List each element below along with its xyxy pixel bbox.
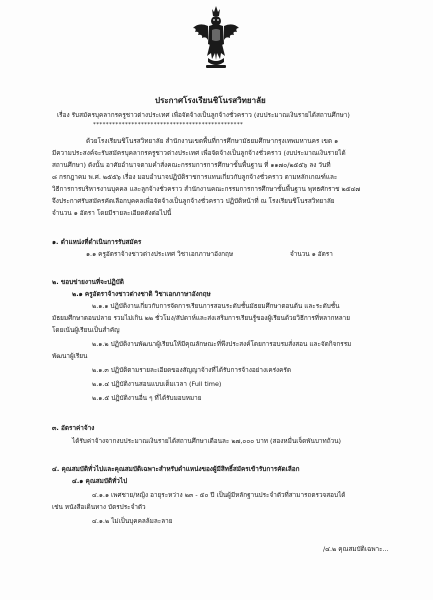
document-subject: เรื่อง รับสมัครบุคลากรครูชาวต่างประเทศ เพื่อจัดจ้างเป็นลูกจ้างชั่วคราว (งบประมาณเงินรายได้สถานศึกษา) — [57, 111, 350, 119]
section-4-heading: ๔. คุณสมบัติทั่วไปและคุณสมบัติเฉพาะสำหรับตำแหน่งของผู้มีสิทธิ์สมัครเข้ารับการคัดเลือก — [52, 465, 300, 473]
section-3-text: ได้รับค่าจ้างจากงบประมาณเงินรายได้สถานศึกษาเดือนละ ๒๗,๐๐๐ บาท (สองหมื่นเจ็ดพันบาทถ้วน) — [72, 437, 342, 445]
section-4-subheading: ๔.๑ คุณสมบัติทั่วไป — [72, 477, 128, 485]
document-title: ประกาศโรงเรียนชิโนรสวิทยาลัย — [155, 96, 266, 105]
garuda-emblem-icon — [191, 4, 241, 74]
section-2-line: ๒.๑.๓ ปฏิบัติตามรายละเอียดของสัญญาจ้างที่ได้รับการจ้างอย่างเคร่งครัด — [92, 366, 291, 374]
section-2-line: ๒.๑.๒ ปฏิบัติงานพัฒนาผู้เรียนให้มีคุณลักษณะที่พึงประสงค์โดยการอบรมสั่งสอน และจัดกิจกรรม — [92, 340, 352, 348]
section-1-item: ๑.๑ ครูอัตราจ้างชาวต่างประเทศ วิชาเอกภาษาอังกฤษ — [86, 250, 234, 258]
section-2-line: พัฒนาผู้เรียน — [52, 352, 88, 360]
intro-line: จำนวน ๑ อัตรา โดยมีรายละเอียดดังต่อไปนี้ — [52, 209, 172, 217]
intro-line: จึงประกาศรับสมัครคัดเลือกบุคคลเพื่อจัดจ้างเป็นลูกจ้างชั่วคราว ปฏิบัติหน้าที่ ณ โรงเรียนชิโนรสวิทยาลัย — [52, 197, 335, 205]
section-4-line: ๔.๑.๑ เพศชาย/หญิง อายุระหว่าง ๒๓ - ๕๐ ปี เป็นผู้มีหลักฐานประจำตัวที่สามารถตรวจสอบได้ — [92, 491, 346, 499]
section-2-line: มัธยมศึกษาตอนปลาย รวมไม่เกิน ๒๒ ชั่วโมง/สัปดาห์และส่งเสริมการเรียนรู้ของผู้เรียนด้วยวิธีการที่หลากหลาย — [52, 314, 351, 322]
intro-line: สถานศึกษา) ดังนั้น อาศัยอำนาจตามคำสั่งคณะกรรมการการศึกษาขั้นพื้นฐาน ที่ ๑๑๗๐/๒๕๕๖ ลง วันที่ — [52, 161, 331, 169]
section-4-line: ๔.๑.๒ ไม่เป็นบุคคลล้มละลาย — [92, 517, 173, 525]
section-2-heading: ๒. ขอบข่ายงานที่จะปฏิบัติ — [52, 278, 124, 286]
section-2-line: โดยเน้นผู้เรียนเป็นสำคัญ — [52, 326, 120, 334]
section-1-count: จำนวน ๑ อัตรา — [290, 250, 333, 258]
section-2-line: ๒.๑.๔ ปฏิบัติงานสอนแบบเต็มเวลา (Full time) — [92, 380, 222, 388]
section-3-heading: ๓. อัตราค่าจ้าง — [52, 424, 95, 432]
intro-line: วิธีการการบริหารงานบุคคล และลูกจ้างชั่วคราว สำนักงานคณะกรรมการการศึกษาขั้นพื้นฐาน พุทธศักราช ๒๕๔๗ — [52, 185, 361, 193]
section-4-line: เช่น หนังสือเดินทาง บัตรประจำตัว — [52, 503, 146, 511]
section-2-subheading: ๒.๑ ครูอัตราจ้างชาวต่างชาติ วิชาเอกภาษาอังกฤษ — [72, 290, 211, 298]
divider-stars: *********************************************** — [93, 122, 244, 128]
section-2-line: ๒.๑.๑ ปฏิบัติงานเกี่ยวกับการจัดการเรียนการสอนระดับชั้นมัธยมศึกษาตอนต้น และระดับชั้น — [92, 302, 340, 310]
intro-line: ด้วยโรงเรียนชิโนรสวิทยาลัย สำนักงานเขตพื้นที่การศึกษามัธยมศึกษากรุงเทพมหานคร เขต ๑ — [86, 137, 339, 145]
intro-line: ๘ กรกฎาคม พ.ศ. ๒๕๕๖ เรื่อง มอบอำนาจปฏิบัติราชการแทนเกี่ยวกับลูกจ้างชั่วคราว ตามหลักเกณฑ์และ — [52, 173, 338, 181]
section-1-heading: ๑. ตำแหน่งที่ดำเนินการรับสมัคร — [52, 238, 142, 246]
intro-line: มีความประสงค์จะรับสมัครบุคลากรครูชาวต่างประเทศ เพื่อจัดจ้างเป็นลูกจ้างชั่วคราว (งบประมาณเงินรายได้ — [52, 149, 346, 157]
section-2-line: ๒.๑.๕ ปฏิบัติงานอื่น ๆ ที่ได้รับมอบหมาย — [92, 394, 202, 402]
continuation-note: /๔.๒ คุณสมบัติเฉพาะ... — [323, 545, 389, 553]
